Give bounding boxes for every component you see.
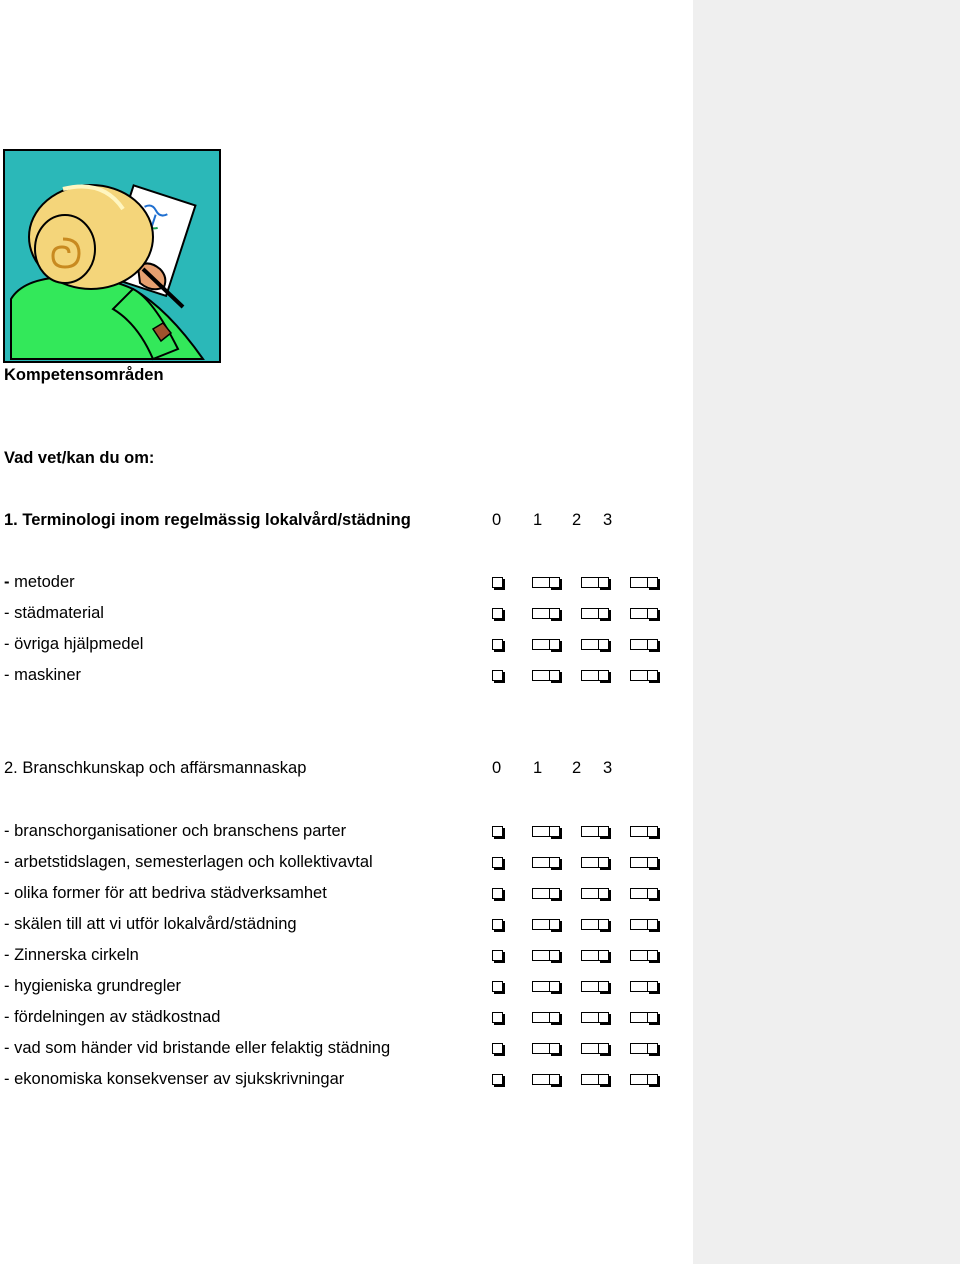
checkbox-line <box>581 1074 598 1085</box>
rating-0-checkbox[interactable] <box>492 1043 503 1054</box>
rating-0-checkbox[interactable] <box>492 826 503 837</box>
checkbox-line <box>630 1043 647 1054</box>
rating-1-checkbox[interactable] <box>549 888 560 899</box>
rating-1-checkbox[interactable] <box>549 950 560 961</box>
section-title: 1. Terminologi inom regelmässig lokalvård/städning <box>4 511 411 529</box>
rating-3-checkbox[interactable] <box>647 670 658 681</box>
list-item: - städmaterial <box>4 604 684 635</box>
item-label: skälen till att vi utför lokalvård/städning <box>14 915 297 933</box>
item-label: maskiner <box>14 666 82 684</box>
rating-2-checkbox[interactable] <box>598 1074 609 1085</box>
checkbox-line <box>581 639 598 650</box>
rating-2-checkbox[interactable] <box>598 919 609 930</box>
rating-2-checkbox[interactable] <box>598 577 609 588</box>
checkbox-line <box>630 1012 647 1023</box>
rating-0-checkbox[interactable] <box>492 577 503 588</box>
scale-3-label: 3 <box>603 511 613 529</box>
checkbox-line <box>532 826 549 837</box>
checkbox-line <box>532 608 549 619</box>
rating-3-checkbox[interactable] <box>647 1012 658 1023</box>
checkbox-line <box>581 670 598 681</box>
rating-0-checkbox[interactable] <box>492 950 503 961</box>
checkbox-line <box>532 981 549 992</box>
checkbox-line <box>532 919 549 930</box>
rating-2-checkbox[interactable] <box>598 1012 609 1023</box>
item-label: städmaterial <box>14 604 104 622</box>
checkbox-line <box>581 981 598 992</box>
rating-3-checkbox[interactable] <box>647 639 658 650</box>
rating-1-checkbox[interactable] <box>549 857 560 868</box>
item-label: vad som händer vid bristande eller felaktig städning <box>14 1039 391 1057</box>
item-label: metoder <box>14 573 75 591</box>
rating-3-checkbox[interactable] <box>647 1043 658 1054</box>
rating-1-checkbox[interactable] <box>549 1012 560 1023</box>
checkbox-line <box>532 670 549 681</box>
item-label: arbetstidslagen, semesterlagen och kollektivavtal <box>14 853 373 871</box>
list-item: - hygieniska grundregler <box>4 977 684 1008</box>
rating-1-checkbox[interactable] <box>549 639 560 650</box>
rating-3-checkbox[interactable] <box>647 826 658 837</box>
scale-0-label: 0 <box>492 759 502 777</box>
rating-1-checkbox[interactable] <box>549 608 560 619</box>
checkbox-line <box>581 577 598 588</box>
scale-1-label: 1 <box>533 511 543 529</box>
page-title: Kompetensområden <box>4 366 164 384</box>
rating-3-checkbox[interactable] <box>647 981 658 992</box>
checkbox-line <box>581 826 598 837</box>
checkbox-line <box>630 670 647 681</box>
checkbox-line <box>630 888 647 899</box>
margin-panel <box>693 0 960 1264</box>
checkbox-line <box>630 919 647 930</box>
checkbox-line <box>581 888 598 899</box>
checkbox-line <box>532 1074 549 1085</box>
person-writing-clipart <box>3 149 221 363</box>
checkbox-line <box>630 857 647 868</box>
rating-2-checkbox[interactable] <box>598 826 609 837</box>
list-item: - arbetstidslagen, semesterlagen och kollektivavtal <box>4 853 684 884</box>
checkbox-line <box>581 608 598 619</box>
item-label: branschorganisationer och branschens parter <box>14 822 347 840</box>
checkbox-line <box>532 639 549 650</box>
rating-0-checkbox[interactable] <box>492 608 503 619</box>
checkbox-line <box>630 577 647 588</box>
rating-0-checkbox[interactable] <box>492 888 503 899</box>
checkbox-line <box>532 857 549 868</box>
rating-1-checkbox[interactable] <box>549 1043 560 1054</box>
checkbox-line <box>630 981 647 992</box>
rating-3-checkbox[interactable] <box>647 888 658 899</box>
list-item: - vad som händer vid bristande eller felaktig städning <box>4 1039 684 1070</box>
rating-2-checkbox[interactable] <box>598 608 609 619</box>
item-label: Zinnerska cirkeln <box>14 946 139 964</box>
list-item: - Zinnerska cirkeln <box>4 946 684 977</box>
rating-2-checkbox[interactable] <box>598 950 609 961</box>
list-item: - olika former för att bedriva städverksamhet <box>4 884 684 915</box>
item-label: övriga hjälpmedel <box>14 635 144 653</box>
list-item: - fördelningen av städkostnad <box>4 1008 684 1039</box>
rating-1-checkbox[interactable] <box>549 919 560 930</box>
checkbox-line <box>581 1012 598 1023</box>
item-label: fördelningen av städkostnad <box>14 1008 221 1026</box>
scale-1-label: 1 <box>533 759 543 777</box>
rating-2-checkbox[interactable] <box>598 857 609 868</box>
checkbox-line <box>532 950 549 961</box>
rating-0-checkbox[interactable] <box>492 639 503 650</box>
item-label: ekonomiska konsekvenser av sjukskrivningar <box>14 1070 345 1088</box>
rating-3-checkbox[interactable] <box>647 950 658 961</box>
checkbox-line <box>532 577 549 588</box>
list-item: - branschorganisationer och branschens parter <box>4 822 684 853</box>
item-label: hygieniska grundregler <box>14 977 182 995</box>
scale-2-label: 2 <box>572 511 582 529</box>
rating-2-checkbox[interactable] <box>598 639 609 650</box>
checkbox-line <box>630 1074 647 1085</box>
rating-1-checkbox[interactable] <box>549 670 560 681</box>
checkbox-line <box>532 888 549 899</box>
rating-0-checkbox[interactable] <box>492 1074 503 1085</box>
list-item: - skälen till att vi utför lokalvård/städning <box>4 915 684 946</box>
rating-1-checkbox[interactable] <box>549 826 560 837</box>
checkbox-line <box>532 1012 549 1023</box>
rating-1-checkbox[interactable] <box>549 577 560 588</box>
checkbox-line <box>630 826 647 837</box>
scale-3-label: 3 <box>603 759 613 777</box>
rating-1-checkbox[interactable] <box>549 1074 560 1085</box>
checkbox-line <box>581 1043 598 1054</box>
item-label: olika former för att bedriva städverksamhet <box>14 884 327 902</box>
list-item: - ekonomiska konsekvenser av sjukskrivningar <box>4 1070 684 1101</box>
checkbox-line <box>581 950 598 961</box>
list-item: - maskiner <box>4 666 684 697</box>
checkbox-line <box>581 919 598 930</box>
rating-2-checkbox[interactable] <box>598 888 609 899</box>
rating-3-checkbox[interactable] <box>647 1074 658 1085</box>
rating-1-checkbox[interactable] <box>549 981 560 992</box>
scale-2-label: 2 <box>572 759 582 777</box>
scale-0-label: 0 <box>492 511 502 529</box>
checkbox-line <box>630 608 647 619</box>
list-item: - övriga hjälpmedel <box>4 635 684 666</box>
checkbox-line <box>630 950 647 961</box>
rating-0-checkbox[interactable] <box>492 919 503 930</box>
rating-3-checkbox[interactable] <box>647 577 658 588</box>
rating-3-checkbox[interactable] <box>647 857 658 868</box>
rating-2-checkbox[interactable] <box>598 981 609 992</box>
rating-3-checkbox[interactable] <box>647 608 658 619</box>
list-item: - metoder <box>4 573 684 604</box>
checkbox-line <box>532 1043 549 1054</box>
rating-3-checkbox[interactable] <box>647 919 658 930</box>
rating-2-checkbox[interactable] <box>598 670 609 681</box>
page-subtitle: Vad vet/kan du om: <box>4 449 155 467</box>
section-title: 2. Branschkunskap och affärsmannaskap <box>4 759 307 777</box>
checkbox-line <box>581 857 598 868</box>
rating-2-checkbox[interactable] <box>598 1043 609 1054</box>
rating-0-checkbox[interactable] <box>492 857 503 868</box>
rating-0-checkbox[interactable] <box>492 981 503 992</box>
rating-0-checkbox[interactable] <box>492 1012 503 1023</box>
rating-0-checkbox[interactable] <box>492 670 503 681</box>
checkbox-line <box>630 639 647 650</box>
